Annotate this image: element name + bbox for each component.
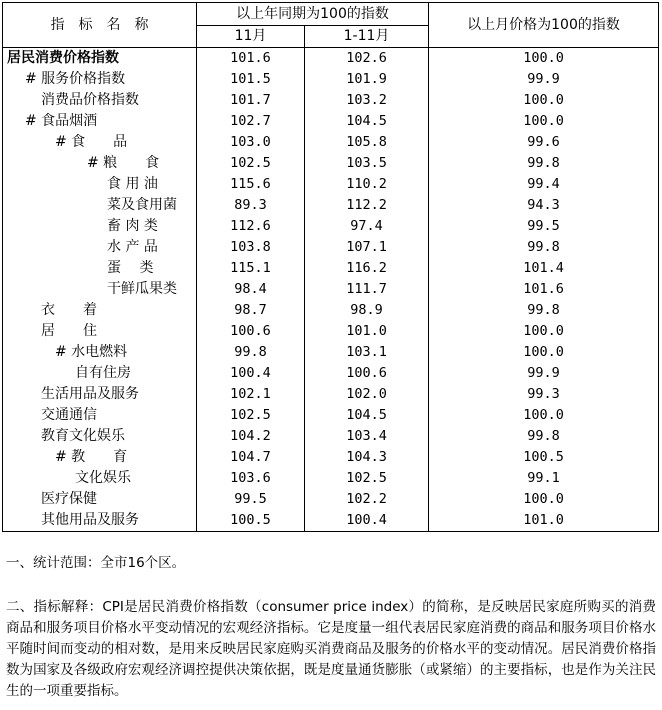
value-ytd: 112.2 — [305, 195, 429, 216]
value-mom: 99.8 — [429, 300, 659, 321]
row-label: 蛋 类 — [3, 258, 197, 279]
value-month: 100.6 — [197, 321, 305, 342]
row-label: 生活用品及服务 — [3, 384, 197, 405]
table-row — [3, 237, 659, 258]
table-row — [3, 363, 659, 384]
value-mom: 101.6 — [429, 279, 659, 300]
value-mom: 101.0 — [429, 510, 659, 532]
table-row — [3, 426, 659, 447]
table-row — [3, 132, 659, 153]
table-row — [3, 300, 659, 321]
table-row — [3, 489, 659, 510]
value-ytd: 104.5 — [305, 405, 429, 426]
table-row — [3, 111, 659, 132]
table-row — [3, 195, 659, 216]
value-ytd: 105.8 — [305, 132, 429, 153]
row-label: 文化娱乐 — [3, 468, 197, 489]
value-ytd: 103.4 — [305, 426, 429, 447]
row-label: # 食 品 — [3, 132, 197, 153]
table-row — [3, 468, 659, 489]
value-month: 98.7 — [197, 300, 305, 321]
value-month: 115.1 — [197, 258, 305, 279]
value-mom: 100.0 — [429, 321, 659, 342]
table-row — [3, 405, 659, 426]
value-mom: 99.8 — [429, 153, 659, 174]
value-ytd: 102.5 — [305, 468, 429, 489]
row-label: 其他用品及服务 — [3, 510, 197, 532]
header-indicator-name: 指 标 名 称 — [3, 3, 197, 48]
value-mom: 99.1 — [429, 468, 659, 489]
value-month: 101.7 — [197, 90, 305, 111]
header-ytd: 1-11月 — [305, 26, 429, 48]
row-label: # 教 育 — [3, 447, 197, 468]
value-mom: 99.9 — [429, 363, 659, 384]
value-month: 115.6 — [197, 174, 305, 195]
value-ytd: 103.2 — [305, 90, 429, 111]
value-month: 103.0 — [197, 132, 305, 153]
table-row — [3, 174, 659, 195]
value-mom: 100.0 — [429, 111, 659, 132]
value-month: 102.5 — [197, 405, 305, 426]
value-mom: 100.0 — [429, 342, 659, 363]
value-ytd: 102.6 — [305, 48, 429, 70]
value-mom: 99.3 — [429, 384, 659, 405]
row-label: 居民消费价格指数 — [3, 48, 197, 70]
value-ytd: 97.4 — [305, 216, 429, 237]
value-mom: 99.4 — [429, 174, 659, 195]
value-month: 100.5 — [197, 510, 305, 532]
value-ytd: 98.9 — [305, 300, 429, 321]
table-row — [3, 279, 659, 300]
value-ytd: 101.0 — [305, 321, 429, 342]
row-label: 自有住房 — [3, 363, 197, 384]
note-definition: 二、指标解释：CPI是居民消费价格指数（consumer price index）的简称，是反映居民家庭所购买的消费商品和服务项目价格水平变动情况的宏观经济指标。它是度量一组代表居民家庭消费的商品和服务项目价格水平随时间而变动的相对数，是用来反映居民家庭购买消费商品及服务的价格水平的变动情况。居民消费价格指数为国家及各级政府宏观经济调控提供决策依据，既是度量通货膨胀（或紧缩）的主要指标，也是作为关注民生的一项重要指标。 — [6, 599, 656, 699]
table-row — [3, 90, 659, 111]
value-month: 102.7 — [197, 111, 305, 132]
value-month: 99.8 — [197, 342, 305, 363]
row-label: 菜及食用菌 — [3, 195, 197, 216]
value-month: 100.4 — [197, 363, 305, 384]
value-mom: 101.4 — [429, 258, 659, 279]
value-month: 98.4 — [197, 279, 305, 300]
value-mom: 99.9 — [429, 69, 659, 90]
value-ytd: 102.2 — [305, 489, 429, 510]
value-ytd: 101.9 — [305, 69, 429, 90]
value-month: 102.1 — [197, 384, 305, 405]
value-mom: 94.3 — [429, 195, 659, 216]
table-row — [3, 216, 659, 237]
value-month: 103.8 — [197, 237, 305, 258]
value-month: 103.6 — [197, 468, 305, 489]
value-ytd: 100.4 — [305, 510, 429, 532]
value-mom: 99.6 — [429, 132, 659, 153]
value-month: 102.5 — [197, 153, 305, 174]
value-ytd: 102.0 — [305, 384, 429, 405]
value-month: 104.2 — [197, 426, 305, 447]
row-label: 交通通信 — [3, 405, 197, 426]
table-row — [3, 153, 659, 174]
table-row — [3, 321, 659, 342]
row-label: # 水电燃料 — [3, 342, 197, 363]
table-row — [3, 384, 659, 405]
value-mom: 99.8 — [429, 237, 659, 258]
row-label: # 粮 食 — [3, 153, 197, 174]
value-mom: 100.0 — [429, 48, 659, 70]
header-mom-index: 以上月价格为100的指数 — [429, 3, 659, 48]
value-ytd: 104.3 — [305, 447, 429, 468]
cpi-table — [2, 2, 659, 532]
value-ytd: 100.6 — [305, 363, 429, 384]
row-label: # 食品烟酒 — [3, 111, 197, 132]
value-month: 89.3 — [197, 195, 305, 216]
table-row — [3, 510, 659, 532]
row-label: 水 产 品 — [3, 237, 197, 258]
value-month: 104.7 — [197, 447, 305, 468]
value-ytd: 104.5 — [305, 111, 429, 132]
row-label: 食 用 油 — [3, 174, 197, 195]
value-ytd: 103.1 — [305, 342, 429, 363]
value-ytd: 107.1 — [305, 237, 429, 258]
value-mom: 100.0 — [429, 489, 659, 510]
value-mom: 100.5 — [429, 447, 659, 468]
header-yoy-group: 以上年同期为100的指数 — [197, 3, 429, 26]
note-scope: 一、统计范围：全市16个区。 — [6, 555, 186, 571]
table-row — [3, 447, 659, 468]
value-mom: 100.0 — [429, 405, 659, 426]
value-ytd: 103.5 — [305, 153, 429, 174]
value-mom: 99.8 — [429, 426, 659, 447]
row-label: 衣 着 — [3, 300, 197, 321]
table-row — [3, 342, 659, 363]
row-label: 干鲜瓜果类 — [3, 279, 197, 300]
row-label: 消费品价格指数 — [3, 90, 197, 111]
row-label: 医疗保健 — [3, 489, 197, 510]
table-row — [3, 258, 659, 279]
row-label: 畜 肉 类 — [3, 216, 197, 237]
value-mom: 100.0 — [429, 90, 659, 111]
header-month: 11月 — [197, 26, 305, 48]
table-row — [3, 69, 659, 90]
value-month: 99.5 — [197, 489, 305, 510]
value-ytd: 111.7 — [305, 279, 429, 300]
row-label: 居 住 — [3, 321, 197, 342]
value-month: 101.6 — [197, 48, 305, 70]
value-mom: 99.5 — [429, 216, 659, 237]
table-row — [3, 48, 659, 70]
value-ytd: 110.2 — [305, 174, 429, 195]
value-month: 101.5 — [197, 69, 305, 90]
value-month: 112.6 — [197, 216, 305, 237]
value-ytd: 116.2 — [305, 258, 429, 279]
row-label: 教育文化娱乐 — [3, 426, 197, 447]
row-label: # 服务价格指数 — [3, 69, 197, 90]
